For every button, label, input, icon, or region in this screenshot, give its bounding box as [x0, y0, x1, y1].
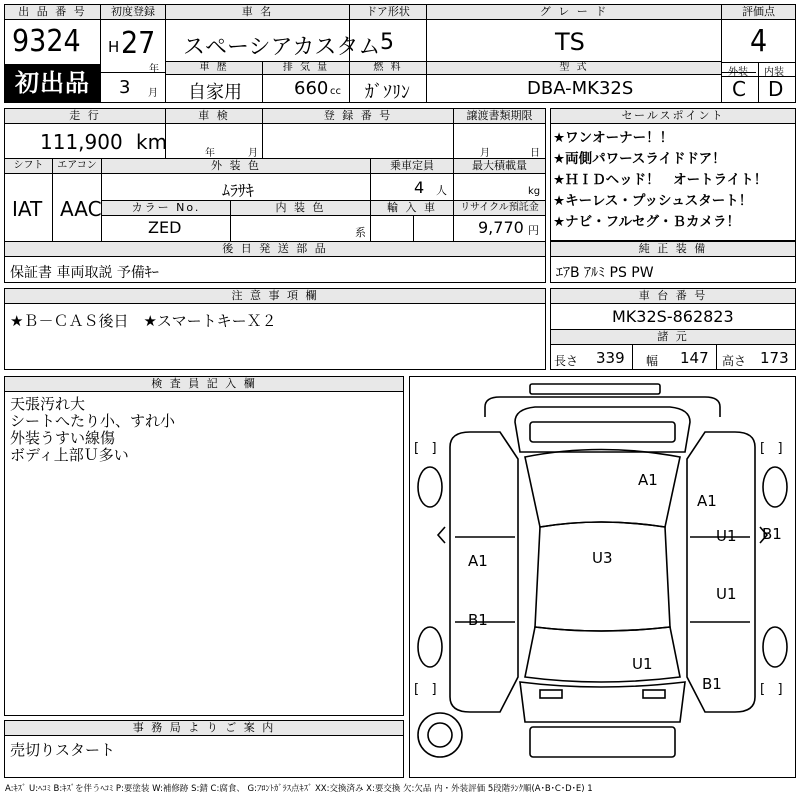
grade-header: グ レ ー ド [427, 5, 721, 19]
load-header: 最大積載量 [454, 159, 545, 173]
load-unit: kg [528, 186, 541, 197]
mileage-unit: km [136, 130, 168, 154]
recycle-value: 9,770 [478, 218, 524, 237]
score-header: 評価点 [722, 5, 795, 19]
interior-color-header: 内 装 色 [231, 201, 370, 215]
reg-no-header: 登 録 番 号 [263, 109, 453, 123]
right-body [687, 432, 755, 712]
damage-mark: A1 [638, 471, 658, 489]
sales-header: セールスポイント [551, 109, 795, 123]
inspection-header: 車 検 [166, 109, 262, 123]
office-text: 売切りスタート [10, 741, 116, 759]
damage-mark: U1 [716, 585, 737, 603]
interior-grade: D [768, 77, 784, 101]
rear-hatch [520, 682, 685, 722]
inspector-line: 外装うすい線傷 [10, 429, 116, 447]
reg-month: 3 [119, 77, 131, 98]
damage-mark: A1 [468, 552, 488, 570]
width-label: 幅 [646, 354, 659, 368]
capacity-value: 4 [414, 178, 425, 197]
inspector-header: 検 査 員 記 入 欄 [5, 377, 403, 391]
sales-point: ★ナビ・フルセグ・Ｂカメラ！ [553, 214, 741, 230]
inspector-line: シートへたり小、すれ小 [10, 412, 176, 430]
damage-mark: B1 [762, 525, 782, 543]
grille [530, 422, 675, 442]
car-damage-diagram: [ ] [ ] [ ] [ ] A1 A1 U1 B1 A1 U3 U1 B1 U1 B1 [409, 376, 796, 778]
disp-header: 排 気 量 [263, 62, 349, 74]
left-body [450, 432, 518, 712]
sales-point: ★ＨＩＤヘッド！ オートライト！ [553, 172, 768, 188]
transfer-day-label: 日 [530, 148, 540, 159]
shift-value: IAT [12, 197, 43, 221]
month-unit: 月 [148, 88, 158, 99]
shift-header: シフト [5, 159, 52, 173]
car-outline-svg [410, 377, 795, 777]
chassis-header: 車 台 番 号 [551, 289, 795, 303]
lot-number: 9324 [12, 24, 81, 59]
interior-header: 内装 [764, 67, 784, 78]
rear-window [525, 627, 680, 682]
tail-light-left [540, 690, 562, 698]
length-label: 長さ [554, 354, 579, 368]
color-value: ﾑﾗｻｷ [222, 181, 255, 200]
length-value: 339 [596, 349, 625, 367]
roof [535, 522, 670, 631]
notes-header: 注 意 事 項 欄 [5, 289, 545, 303]
front-bumper-top [530, 384, 660, 394]
spare-tire [418, 713, 462, 757]
wheel-rl [418, 627, 442, 667]
car-name: スペーシアカスタム [183, 35, 381, 60]
chassis-number: MK32S-862823 [612, 307, 734, 326]
damage-mark: B1 [702, 675, 722, 693]
capacity-unit: 人 [436, 184, 447, 197]
lot-no-header: 出 品 番 号 [5, 5, 100, 19]
inspector-line: ボディ上部Ｕ多い [10, 446, 129, 464]
color-no-value: ZED [148, 218, 182, 237]
tail-light-right [643, 690, 665, 698]
width-value: 147 [680, 349, 709, 367]
sales-point: ★ワンオーナー！！ [553, 130, 674, 146]
color-header: 外 装 色 [102, 159, 370, 173]
wheel-fl [418, 467, 442, 507]
capacity-header: 乗車定員 [371, 159, 453, 173]
damage-mark: A1 [697, 492, 717, 510]
sales-point: ★キーレス・プッシュスタート！ [553, 193, 753, 209]
sales-point: ★両側パワースライドドア！ [553, 151, 726, 167]
height-value: 173 [760, 349, 789, 367]
later-parts-items: 保証書 車両取説 予備ｷｰ [10, 265, 159, 281]
door-header: ドア形状 [350, 5, 426, 19]
height-label: 高さ [722, 354, 747, 368]
damage-mark: U1 [716, 527, 737, 545]
reg-year: 27 [121, 26, 156, 61]
first-listing-badge: 初出品 [5, 64, 100, 102]
import-header: 輸 入 車 [371, 201, 453, 215]
later-parts-header: 後 日 発 送 部 品 [5, 242, 545, 256]
disp-unit: cc [330, 86, 341, 97]
ac-value: AAC [60, 197, 102, 221]
equipment-header: 純 正 装 備 [551, 242, 795, 256]
mileage-header: 走 行 [5, 109, 165, 123]
name-header: 車 名 [166, 5, 349, 19]
color-no-header: カラー No. [102, 201, 230, 215]
door-value: 5 [380, 30, 394, 55]
equipment-items: ｴｱB ｱﾙﾐ PS PW [556, 265, 654, 281]
first-reg-header: 初度登録 [101, 5, 165, 19]
inspector-line: 天張汚れ大 [10, 395, 86, 413]
transfer-header: 譲渡書類期限 [454, 109, 545, 123]
damage-mark: U3 [592, 549, 613, 567]
model-code: DBA-MK32S [527, 78, 634, 99]
grade-value: TS [555, 28, 585, 56]
damage-mark: U1 [632, 655, 653, 673]
model-header: 型 式 [427, 62, 721, 74]
ac-header: エアコン [53, 159, 101, 173]
dims-header: 諸 元 [551, 330, 795, 344]
sales-points-list [553, 128, 795, 233]
displacement: 660 [294, 78, 329, 99]
recycle-header: リサイクル預託金 [454, 201, 545, 215]
wheel-fr [763, 467, 787, 507]
insp-month-label: 月 [248, 148, 258, 159]
recycle-unit: 円 [528, 224, 539, 237]
rear-bumper [530, 727, 675, 757]
notes-text: ★Ｂ－ＣＡＳ後日 ★スマートキーＸ２ [10, 312, 277, 330]
fuel-value: ｶﾞｿﾘﾝ [365, 82, 410, 103]
history-header: 車 歴 [166, 62, 262, 74]
hood-outline [515, 407, 690, 452]
score-value: 4 [750, 24, 768, 59]
exterior-grade: C [732, 77, 746, 101]
wheel-rr [763, 627, 787, 667]
era: H [108, 38, 120, 56]
year-unit: 年 [149, 64, 159, 75]
insp-year-label: 年 [205, 148, 215, 159]
history-value: 自家用 [188, 82, 242, 103]
damage-mark: B1 [468, 611, 488, 629]
legend-text: A:ｷｽﾞ U:ﾍｺﾐ B:ｷｽﾞを伴うﾍｺﾐ P:要塗装 W:補修跡 S:錆 C:腐食、 G:ﾌﾛﾝﾄｶﾞﾗｽ点ｷｽﾞ XX:交換済み X:要交換 欠:欠品 内・外装評価 5段階ﾗﾝｸ順(A･B･C･D･E) 1 [5, 784, 593, 794]
office-header: 事 務 局 よ り ご 案 内 [5, 721, 403, 735]
inspector-notes [10, 396, 175, 464]
transfer-month-label: 月 [480, 148, 490, 159]
exterior-header: 外装 [728, 67, 748, 78]
mileage-value: 111,900 [40, 130, 123, 154]
interior-suffix: 系 [355, 226, 366, 239]
fuel-header: 燃 料 [350, 62, 426, 74]
